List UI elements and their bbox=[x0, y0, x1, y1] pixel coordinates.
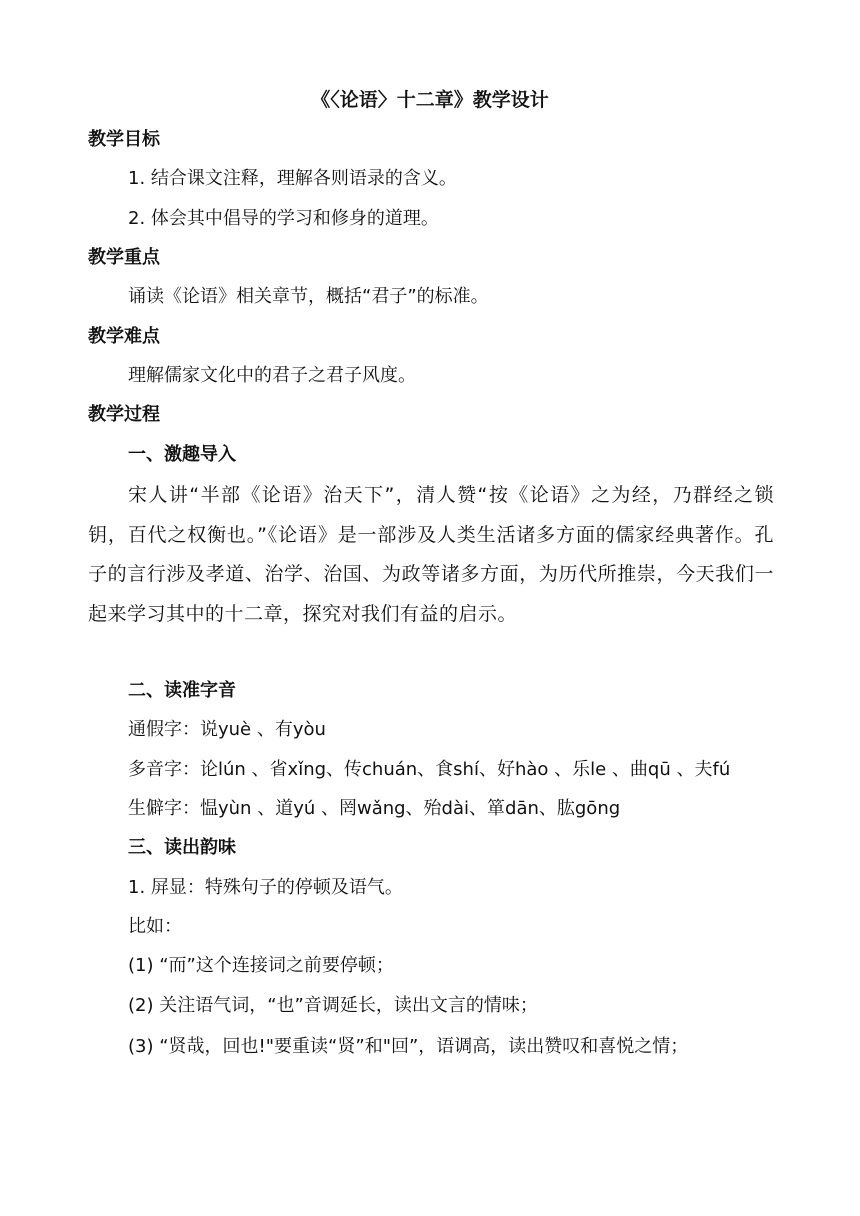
section-3-example-3: (3) “贤哉，回也!"要重读“贤”和"回”，语调高，读出赞叹和喜悦之情； bbox=[128, 1036, 689, 1057]
rare-characters: 生僻字：愠yùn 、道yú 、罔wǎng、殆dài、箪dān、肱gōng bbox=[128, 798, 621, 819]
tongjia-characters: 通假字：说yuè 、有yòu bbox=[128, 719, 326, 740]
section-2-heading: 二、读准字音 bbox=[128, 680, 236, 701]
section-3-example-2: (2) 关注语气词，“也”音调延长，读出文言的情味； bbox=[128, 995, 538, 1016]
section-3-example-label: 比如： bbox=[128, 916, 182, 937]
heading-teaching-difficulty: 教学难点 bbox=[88, 326, 160, 347]
heading-teaching-goals: 教学目标 bbox=[88, 129, 160, 150]
goal-item-2: 2. 体会其中倡导的学习和修身的道理。 bbox=[128, 208, 439, 229]
goal-item-1: 1. 结合课文注释，理解各则语录的含义。 bbox=[128, 168, 457, 189]
section-3-heading: 三、读出韵味 bbox=[128, 837, 236, 858]
heading-teaching-focus: 教学重点 bbox=[88, 247, 160, 268]
section-3-item-1: 1. 屏显：特殊句子的停顿及语气。 bbox=[128, 877, 403, 898]
section-1-heading: 一、激趣导入 bbox=[128, 444, 236, 465]
teaching-focus-text: 诵读《论语》相关章节，概括“君子”的标准。 bbox=[128, 286, 489, 307]
document-title: 《〈论语〉十二章》教学设计 bbox=[311, 89, 549, 111]
section-1-paragraph: 宋人讲“半部《论语》治天下”，清人赞“按《论语》之为经，乃群经之锁钥，百代之权衡也。”《论语》是一部涉及人类生活诸多方面的儒家经典著作。孔子的言行涉及孝道、治学、治国、为政等诸多方面，为历代所推崇，今天我们一起来学习其中的十二章，探究对我们有益的启示。 bbox=[88, 484, 774, 625]
heading-teaching-process: 教学过程 bbox=[88, 404, 160, 425]
section-3-example-1: (1) “而”这个连接词之前要停顿； bbox=[128, 955, 394, 976]
polyphonic-characters: 多音字：论lún 、省xǐng、传chuán、食shí、好hào 、乐le 、曲qū 、夫fú bbox=[128, 759, 731, 780]
teaching-difficulty-text: 理解儒家文化中的君子之君子风度。 bbox=[128, 365, 416, 386]
